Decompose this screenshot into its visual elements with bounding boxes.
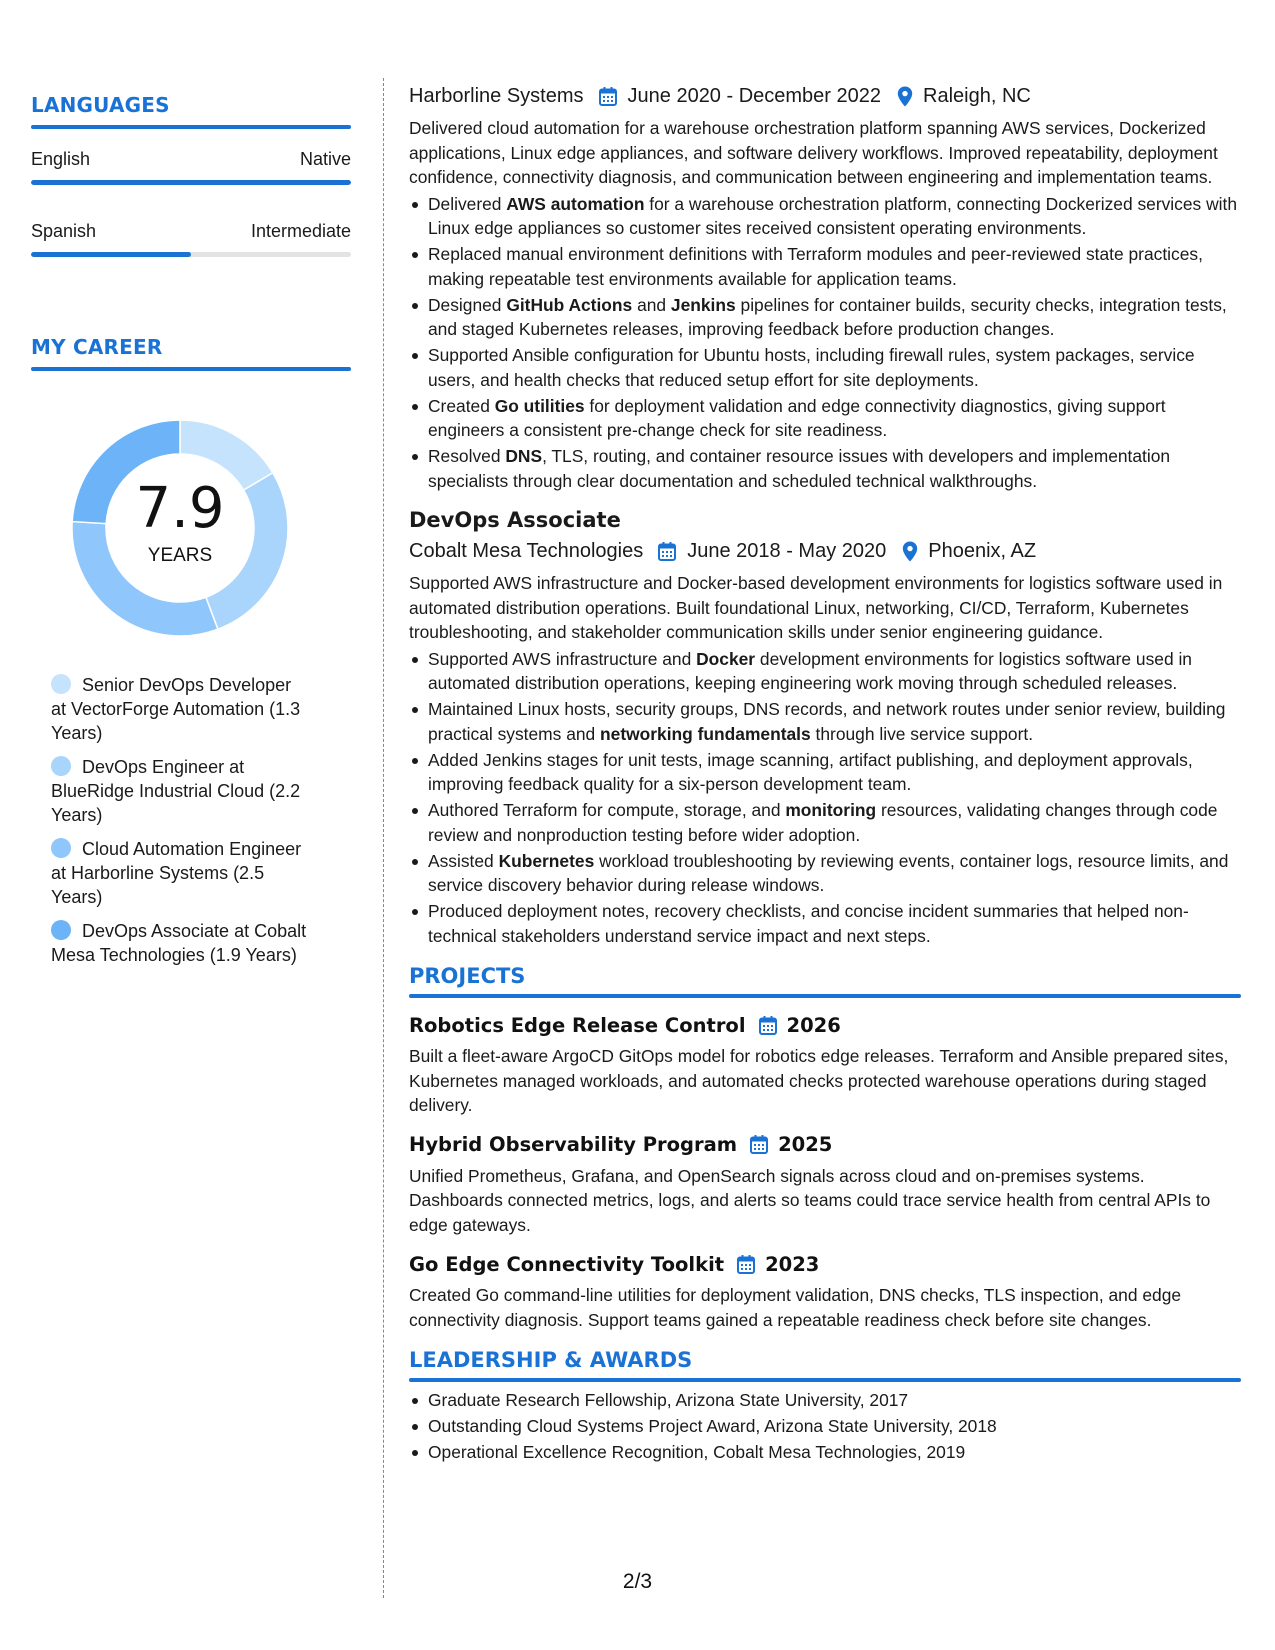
bullet-item: Resolved DNS, TLS, routing, and container resource issues with developers and implementation specialists through clear documentation and scheduled technical walkthroughs.: [409, 444, 1241, 493]
job-bullets: [409, 192, 1241, 494]
awards-list: [409, 1388, 1241, 1465]
total-years-value: 7.9: [135, 476, 225, 541]
legend-item: [51, 673, 311, 745]
project-name: Robotics Edge Release Control: [409, 1013, 746, 1037]
experience-entry: [409, 80, 1241, 493]
legend-dot: [51, 674, 71, 694]
column-divider: [383, 78, 384, 1598]
total-years-unit: YEARS: [147, 545, 213, 566]
job-meta: [409, 80, 1241, 112]
project-description: Built a fleet-aware ArgoCD GitOps model for robotics edge releases. Terraform and Ansible prepared sites, Kubernetes managed workloads, and automated checks protected warehouse operations during staged delivery.: [409, 1046, 1229, 1115]
job-description: Delivered cloud automation for a warehouse orchestration platform spanning AWS services, Dockerized applications, Linux edge appliances, and software delivery workflows. Improved repeatability, deployment confidence, connectivity diagnosis, and communication between engineering and implementation teams.: [409, 118, 1218, 187]
bullet-item: Designed GitHub Actions and Jenkins pipelines for container builds, security checks, integration tests, and staged Kubernetes releases, improving feedback before production changes.: [409, 293, 1241, 342]
languages-title: LANGUAGES: [31, 93, 170, 117]
career-title: MY CAREER: [31, 335, 163, 359]
company-name: Harborline Systems: [409, 84, 584, 107]
awards-title: LEADERSHIP & AWARDS: [409, 1348, 693, 1372]
section-rule: [409, 994, 1241, 998]
project-entry: [409, 1249, 1241, 1332]
bullet-item: Produced deployment notes, recovery checklists, and concise incident summaries that helped non-technical stakeholders understand service impact and next steps.: [409, 899, 1241, 948]
language-item: [31, 149, 351, 185]
language-name: English: [31, 149, 91, 169]
bullet-item: Maintained Linux hosts, security groups, DNS records, and network routes under senior review, building practical systems and networking fundamentals through live service support.: [409, 697, 1241, 746]
legend-label: Senior DevOps Developer at VectorForge Automation (1.3 Years): [51, 675, 301, 743]
language-name: Spanish: [31, 221, 97, 241]
bullet-item: Authored Terraform for compute, storage, and monitoring resources, validating changes through code review and nonproduction testing before wider adoption.: [409, 798, 1241, 847]
job-dates: June 2018 - May 2020: [687, 539, 887, 562]
page-number: 2/3: [622, 1570, 653, 1593]
calendar-icon: [598, 86, 618, 107]
legend-dot: [51, 838, 71, 858]
project-name: Go Edge Connectivity Toolkit: [409, 1252, 725, 1276]
projects-title: PROJECTS: [409, 964, 526, 988]
section-rule: [31, 125, 351, 129]
project-year: 2026: [786, 1013, 841, 1037]
calendar-icon: [657, 541, 677, 562]
bullet-item: Supported Ansible configuration for Ubuntu hosts, including firewall rules, system packages, service users, and health checks that reduced setup effort for site deployments.: [409, 343, 1241, 392]
project-year: 2023: [765, 1252, 820, 1276]
legend-label: DevOps Associate at Cobalt Mesa Technologies (1.9 Years): [51, 921, 307, 965]
project-name: Hybrid Observability Program: [409, 1133, 738, 1156]
projects-section: [409, 964, 1241, 1332]
award-item: Graduate Research Fellowship, Arizona State University, 2017: [409, 1388, 1241, 1413]
sidebar: [31, 93, 351, 977]
language-bar: [31, 252, 351, 257]
job-dates: June 2020 - December 2022: [627, 84, 882, 107]
project-entry: [409, 1130, 1241, 1238]
language-item: [31, 221, 351, 257]
awards-section: [409, 1348, 1241, 1465]
job-meta: [409, 535, 1241, 567]
project-entry: [409, 1010, 1241, 1118]
job-bullets: [409, 647, 1241, 949]
legend-item: [51, 755, 311, 827]
section-rule: [31, 367, 351, 371]
bullet-item: Assisted Kubernetes workload troubleshooting by reviewing events, container logs, resource limits, and service discovery behavior during release windows.: [409, 849, 1241, 898]
job-location: Phoenix, AZ: [928, 539, 1037, 562]
legend-item: [51, 919, 311, 967]
career-donut-chart: [65, 413, 295, 643]
bullet-item: Added Jenkins stages for unit tests, image scanning, artifact publishing, and deployment approvals, improving feedback quality for a six-person development team.: [409, 748, 1241, 797]
bullet-item: Supported AWS infrastructure and Docker development environments for logistics software used in automated distribution operations, keeping engineering work moving through scheduled releases.: [409, 647, 1241, 696]
main-content: [409, 80, 1241, 1466]
experience-entry: [409, 505, 1241, 948]
legend-item: [51, 837, 311, 909]
legend-label: DevOps Engineer at BlueRidge Industrial Cloud (2.2 Years): [51, 757, 301, 825]
career-legend: [31, 673, 311, 967]
job-location: Raleigh, NC: [923, 84, 1031, 107]
award-item: Outstanding Cloud Systems Project Award, Arizona State University, 2018: [409, 1414, 1241, 1439]
language-bar-fill: [31, 252, 191, 257]
job-title: DevOps Associate: [409, 508, 621, 532]
calendar-icon: [749, 1134, 769, 1155]
legend-dot: [51, 920, 71, 940]
language-bar-fill: [31, 180, 351, 185]
career-section: [31, 335, 351, 967]
languages-section: [31, 93, 351, 257]
bullet-item: Replaced manual environment definitions with Terraform modules and peer-reviewed state practices, making repeatable test environments available for application teams.: [409, 242, 1241, 291]
location-pin-icon: [902, 541, 918, 562]
award-item: Operational Excellence Recognition, Cobalt Mesa Technologies, 2019: [409, 1440, 1241, 1465]
bullet-item: Delivered AWS automation for a warehouse orchestration platform, connecting Dockerized services with Linux edge appliances so customer sites received consistent operating environments.: [409, 192, 1241, 241]
calendar-icon: [736, 1254, 756, 1275]
language-level: Native: [299, 149, 351, 169]
project-description: Created Go command-line utilities for deployment validation, DNS checks, TLS inspection, and edge connectivity diagnosis. Support teams gained a repeatable readiness check before site changes.: [409, 1285, 1182, 1330]
project-description: Unified Prometheus, Grafana, and OpenSearch signals across cloud and on-premises systems. Dashboards connected metrics, logs, and alerts so teams could trace service health from central APIs to edge gateways.: [409, 1165, 1211, 1235]
legend-label: Cloud Automation Engineer at Harborline Systems (2.5 Years): [51, 839, 302, 907]
project-year: 2025: [778, 1133, 833, 1156]
job-description: Supported AWS infrastructure and Docker-based development environments for logistics software used in automated distribution operations. Built foundational Linux, networking, CI/CD, Terraform, Kubernetes troubleshooting, and stakeholder communication skills under senior engineering guidance.: [409, 573, 1223, 642]
company-name: Cobalt Mesa Technologies: [409, 539, 644, 562]
legend-dot: [51, 756, 71, 776]
section-rule: [409, 1378, 1241, 1382]
language-bar: [31, 180, 351, 185]
language-level: Intermediate: [250, 221, 351, 241]
bullet-item: Created Go utilities for deployment validation and edge connectivity diagnostics, giving support engineers a consistent pre-change check for site readiness.: [409, 394, 1241, 443]
calendar-icon: [758, 1015, 778, 1036]
location-pin-icon: [897, 86, 913, 107]
